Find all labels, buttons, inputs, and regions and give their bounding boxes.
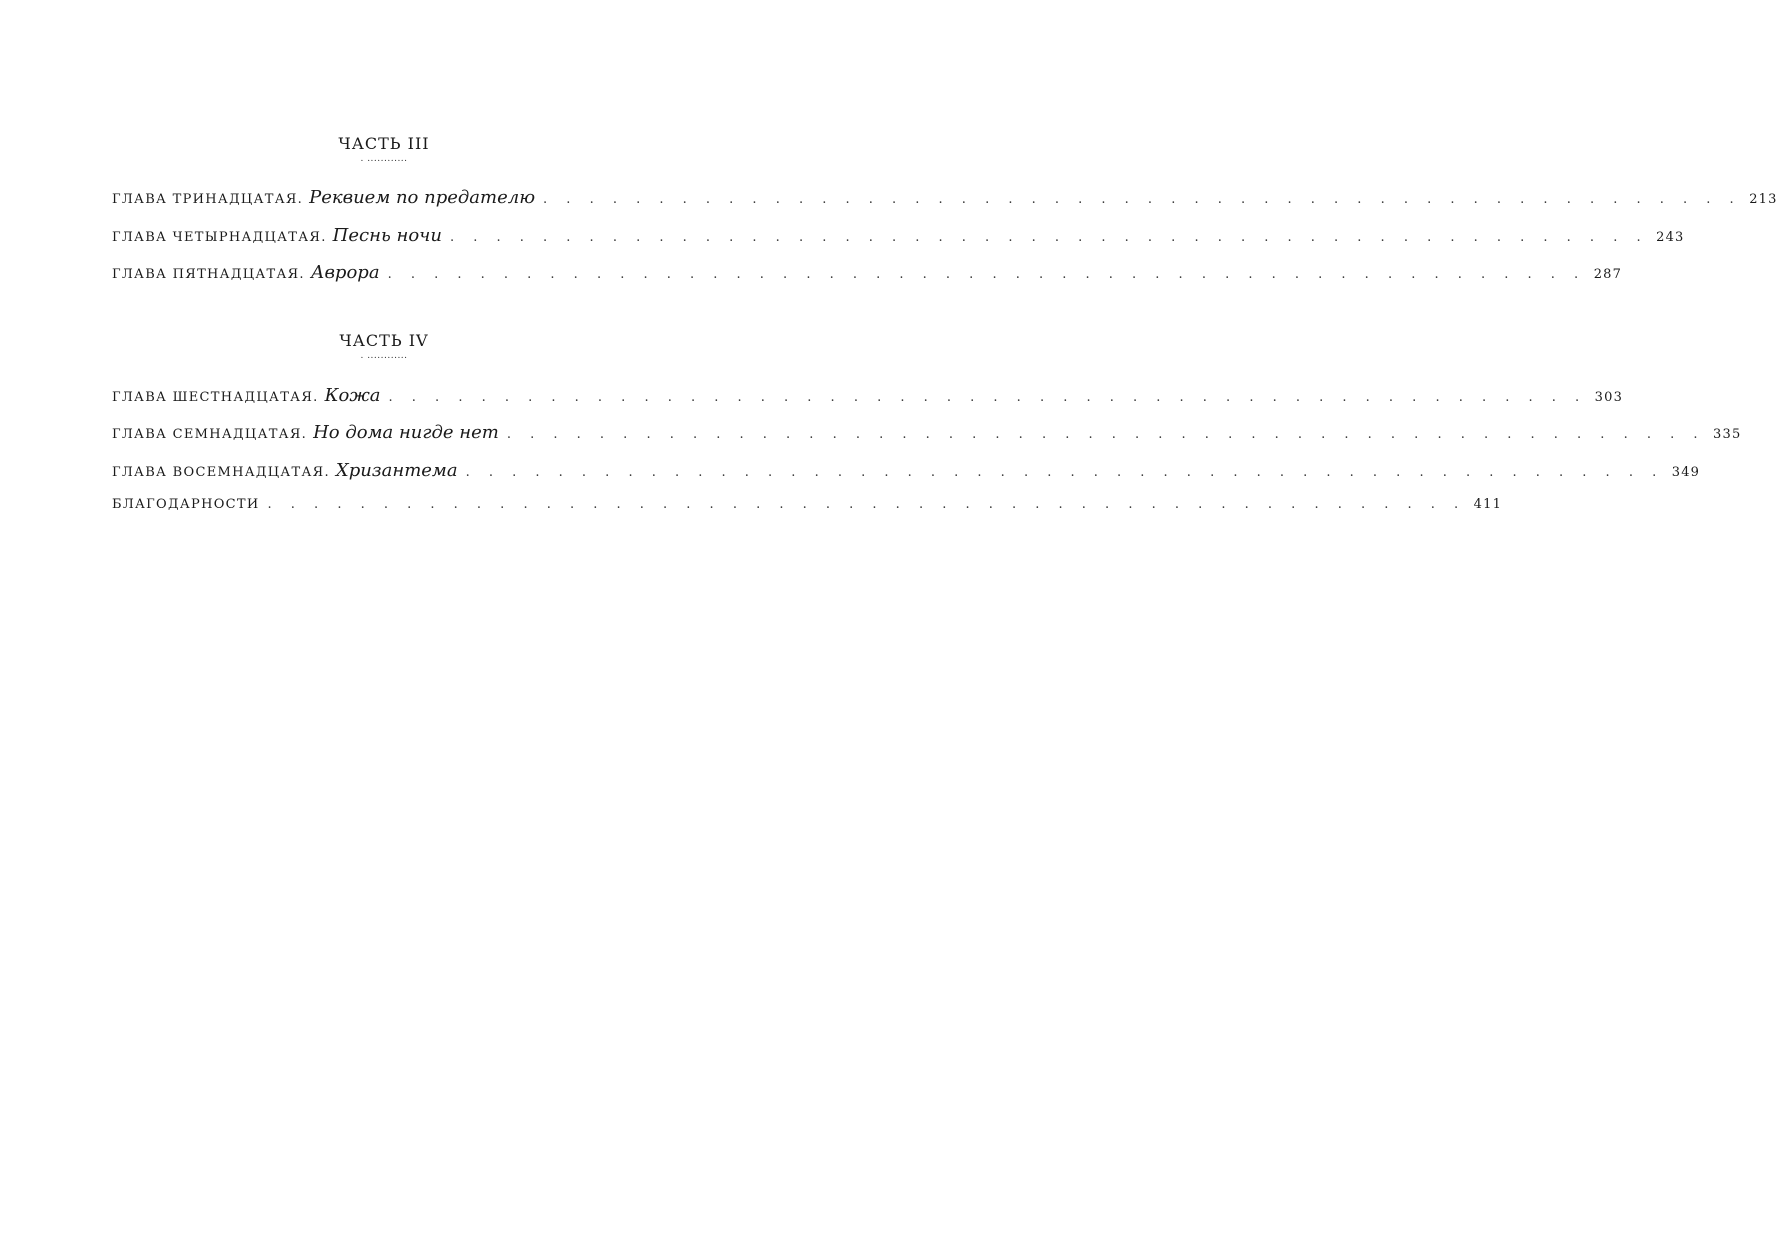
chapter-title: Реквием по предателю [309,187,536,208]
chapter-title: Но дома нигде нет [313,422,499,443]
chapter-title: Кожа [324,385,381,406]
page-number: 335 [1713,427,1742,442]
chapter-label: ГЛАВА ШЕСТНАДЦАТАЯ. [112,390,319,405]
page-number: 243 [1656,230,1685,245]
toc-entry-chapter-17[interactable] [112,422,1742,448]
toc-entry-chapter-15[interactable] [112,262,1623,288]
toc-entry-acknowledgements[interactable] [112,497,1503,523]
part-title: ЧАСТЬ III [338,134,430,153]
part-heading-4 [0,331,768,360]
chapter-label: ГЛАВА ПЯТНАДЦАТАЯ. [112,267,305,282]
acknowledgements-label: БЛАГОДАРНОСТИ [112,497,260,512]
chapter-title: Песнь ночи [332,225,442,246]
toc-entry-chapter-16[interactable] [112,385,1624,411]
toc-entry-chapter-14[interactable] [112,225,1685,251]
part-ornament: . ............ [360,154,408,164]
chapter-title: Хризантема [335,460,458,481]
dot-leader: . . . . . . . . . . . . . . . . . . . . . . . . . . . . . . . . . . . . . . . . . . . . . . . . . . . . [543,192,1742,207]
toc-entry-chapter-18[interactable] [112,460,1701,486]
chapter-label: ГЛАВА СЕМНАДЦАТАЯ. [112,427,308,442]
chapter-title: Аврора [310,262,380,283]
dot-leader: . . . . . . . . . . . . . . . . . . . . . . . . . . . . . . . . . . . . . . . . . . . . . . . . . . . . [267,497,1466,512]
dot-leader: . . . . . . . . . . . . . . . . . . . . . . . . . . . . . . . . . . . . . . . . . . . . . . . . . . . . [506,427,1705,442]
page-number: 213 [1749,192,1778,207]
chapter-label: ГЛАВА ВОСЕМНАДЦАТАЯ. [112,465,330,480]
dot-leader: . . . . . . . . . . . . . . . . . . . . . . . . . . . . . . . . . . . . . . . . . . . . . . . . . . . . [388,390,1587,405]
dot-leader: . . . . . . . . . . . . . . . . . . . . . . . . . . . . . . . . . . . . . . . . . . . . . . . . . . . . [387,267,1586,282]
dot-leader: . . . . . . . . . . . . . . . . . . . . . . . . . . . . . . . . . . . . . . . . . . . . . . . . . . . . [449,230,1649,245]
page-number: 349 [1671,465,1701,480]
chapter-label: ГЛАВА ЧЕТЫРНАДЦАТАЯ. [112,230,327,245]
page-number: 287 [1593,267,1623,282]
dot-leader: . . . . . . . . . . . . . . . . . . . . . . . . . . . . . . . . . . . . . . . . . . . . . . . . . . . . [465,465,1664,480]
part-ornament: . ............ [360,351,408,361]
toc-entry-chapter-13[interactable] [112,187,1778,213]
chapter-label: ГЛАВА ТРИНАДЦАТАЯ. [112,192,304,207]
part-heading-3 [0,134,768,163]
page-number: 411 [1473,497,1503,512]
page-number: 303 [1594,390,1624,405]
part-title: ЧАСТЬ IV [339,331,429,350]
